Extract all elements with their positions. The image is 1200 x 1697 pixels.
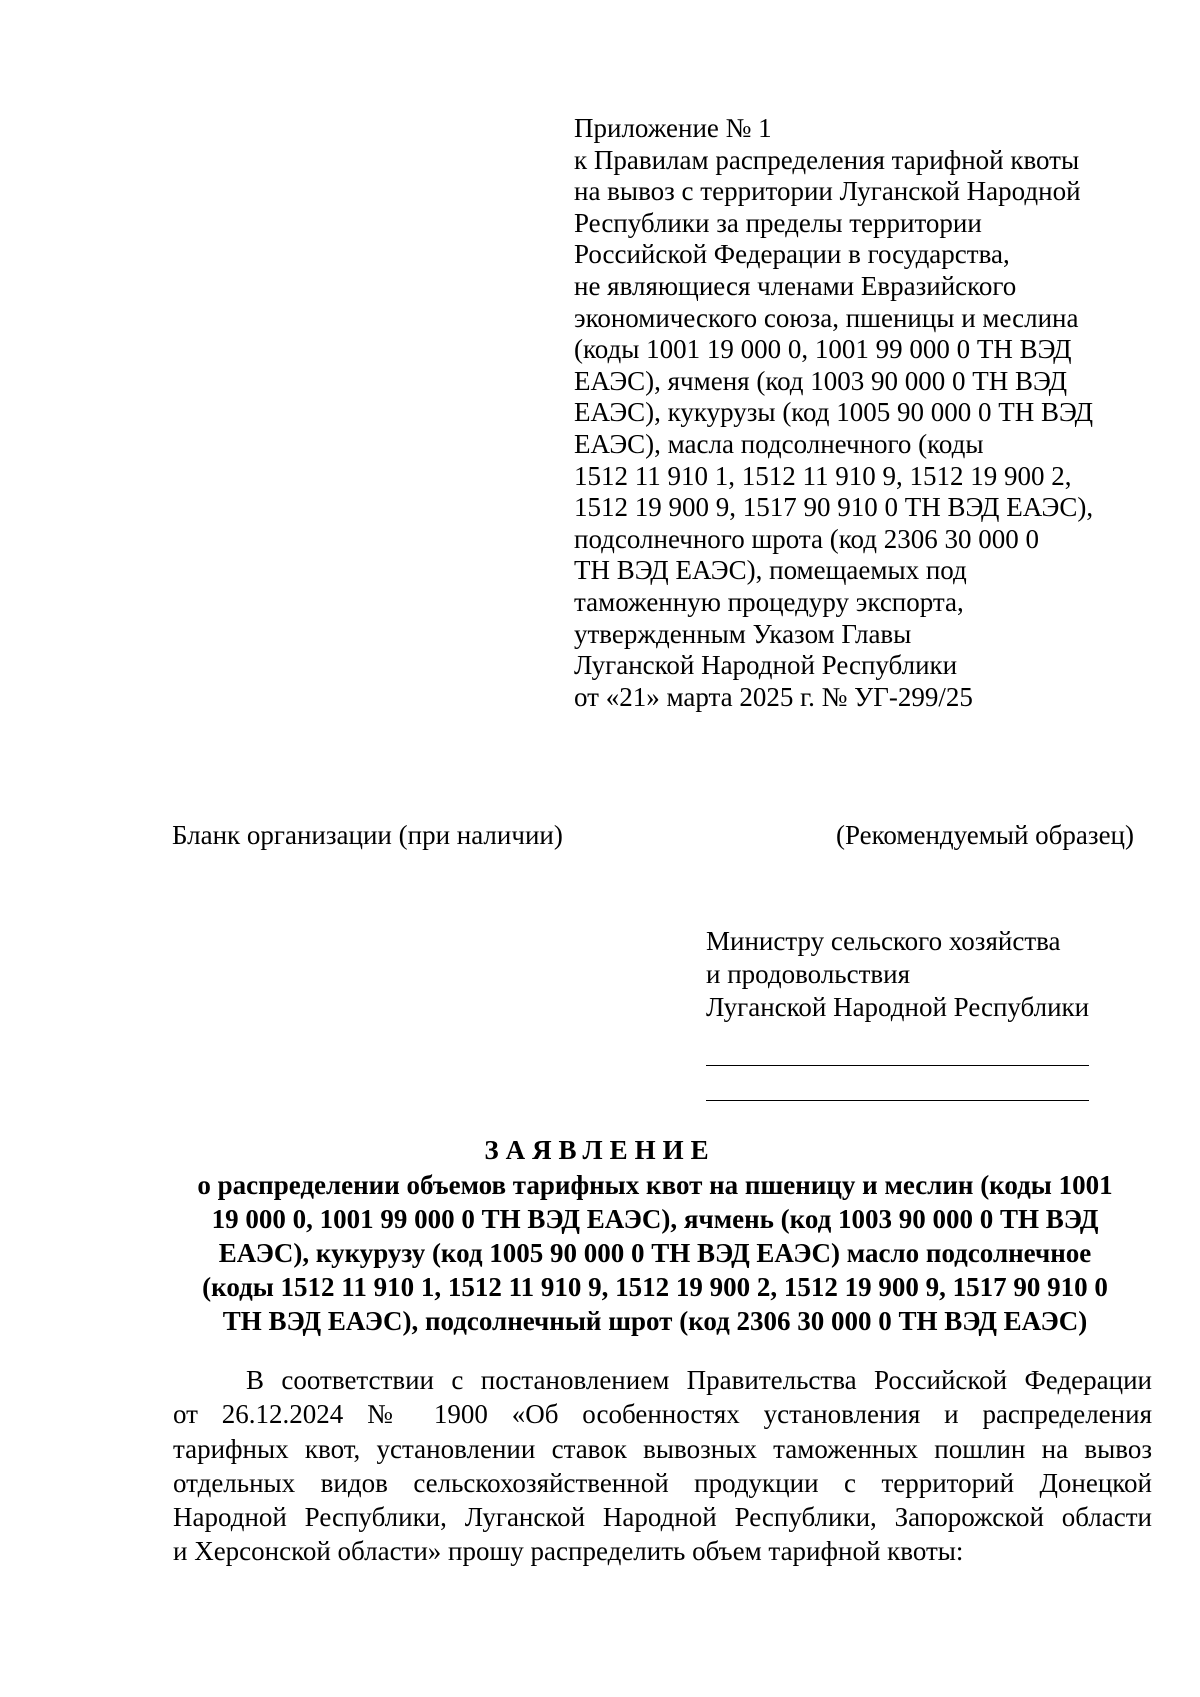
addressee-line: Луганской Народной Республики	[706, 992, 1090, 1022]
annex-line: Луганской Народной Республики	[574, 650, 958, 681]
annex-line: к Правилам распределения тарифной квоты	[574, 144, 1080, 175]
subtitle-line: ТН ВЭД ЕАЭС), подсолнечный шрот (код 2306 30 000 0 ТН ВЭД ЕАЭС)	[222, 1306, 1088, 1336]
annex-line: (коды 1001 19 000 0, 1001 99 000 0 ТН ВЭД	[574, 334, 1072, 365]
body-line: Народной Республики, Луганской Народной Республики, Запорожской области	[173, 1502, 1152, 1533]
document-subtitle	[165, 1168, 1145, 1338]
subtitle-line: 19 000 0, 1001 99 000 0 ТН ВЭД ЕАЭС), ячмень (код 1003 90 000 0 ТН ВЭД	[211, 1204, 1099, 1234]
body-line: отдельных видов сельскохозяйственной продукции с территорий Донецкой	[173, 1467, 1152, 1498]
annex-line: Приложение № 1	[574, 113, 772, 143]
annex-line: Республики за пределы территории	[574, 207, 982, 238]
subtitle-line: о распределении объемов тарифных квот на пшеницу и меслин (коды 1001	[197, 1170, 1113, 1200]
body-line: В соответствии с постановлением Правительства Российской Федерации	[246, 1365, 1152, 1395]
annex-line: таможенную процедуру экспорта,	[574, 586, 964, 617]
annex-line: ТН ВЭД ЕАЭС), помещаемых под	[574, 555, 967, 586]
body-paragraph	[173, 1363, 1152, 1569]
addressee-line: Министру сельского хозяйства	[706, 926, 1061, 956]
recommended-sample-label: (Рекомендуемый образец)	[836, 820, 1134, 850]
body-line: и Херсонской области» прошу распределить объем тарифной квоты:	[173, 1536, 964, 1567]
annex-line: ЕАЭС), кукурузы (код 1005 90 000 0 ТН ВЭД	[574, 397, 1093, 428]
annex-line: ЕАЭС), масла подсолнечного (коды	[574, 428, 984, 459]
addressee-name-blank-line	[706, 1065, 1089, 1066]
addressee-name-blank-line	[706, 1100, 1089, 1101]
annex-line: экономического союза, пшеницы и меслина	[574, 302, 1079, 333]
addressee-block	[706, 925, 1089, 1024]
annex-line: подсолнечного шрота (код 2306 30 000 0	[574, 523, 1039, 554]
addressee-line: и продовольствия	[706, 959, 911, 989]
annex-line: на вывоз с территории Луганской Народной	[574, 176, 1081, 207]
subtitle-line: ЕАЭС), кукурузу (код 1005 90 000 0 ТН ВЭД ЕАЭС) масло подсолнечное	[218, 1238, 1092, 1268]
annex-line: 1512 19 900 9, 1517 90 910 0 ТН ВЭД ЕАЭС),	[574, 492, 1094, 523]
annex-line: утвержденным Указом Главы	[574, 618, 912, 649]
annex-block	[574, 113, 1134, 713]
body-line: от 26.12.2024 № 1900 «Об особенностях установления и распределения	[173, 1399, 1152, 1430]
subtitle-line: (коды 1512 11 910 1, 1512 11 910 9, 1512 19 900 2, 1512 19 900 9, 1517 90 910 0	[202, 1272, 1108, 1302]
body-line: тарифных квот, установлении ставок вывозных таможенных пошлин на вывоз	[173, 1433, 1152, 1464]
annex-line: от «21» марта 2025 г. № УГ-299/25	[574, 681, 973, 712]
annex-line: ЕАЭС), ячменя (код 1003 90 000 0 ТН ВЭД	[574, 365, 1068, 396]
document-title: ЗАЯВЛЕНИЕ	[484, 1135, 716, 1165]
annex-line: Российской Федерации в государства,	[574, 239, 1010, 270]
annex-line: не являющиеся членами Евразийского	[574, 270, 1017, 301]
annex-line: 1512 11 910 1, 1512 11 910 9, 1512 19 900 2,	[574, 460, 1072, 491]
organization-blank-label: Бланк организации (при наличии)	[172, 820, 563, 850]
